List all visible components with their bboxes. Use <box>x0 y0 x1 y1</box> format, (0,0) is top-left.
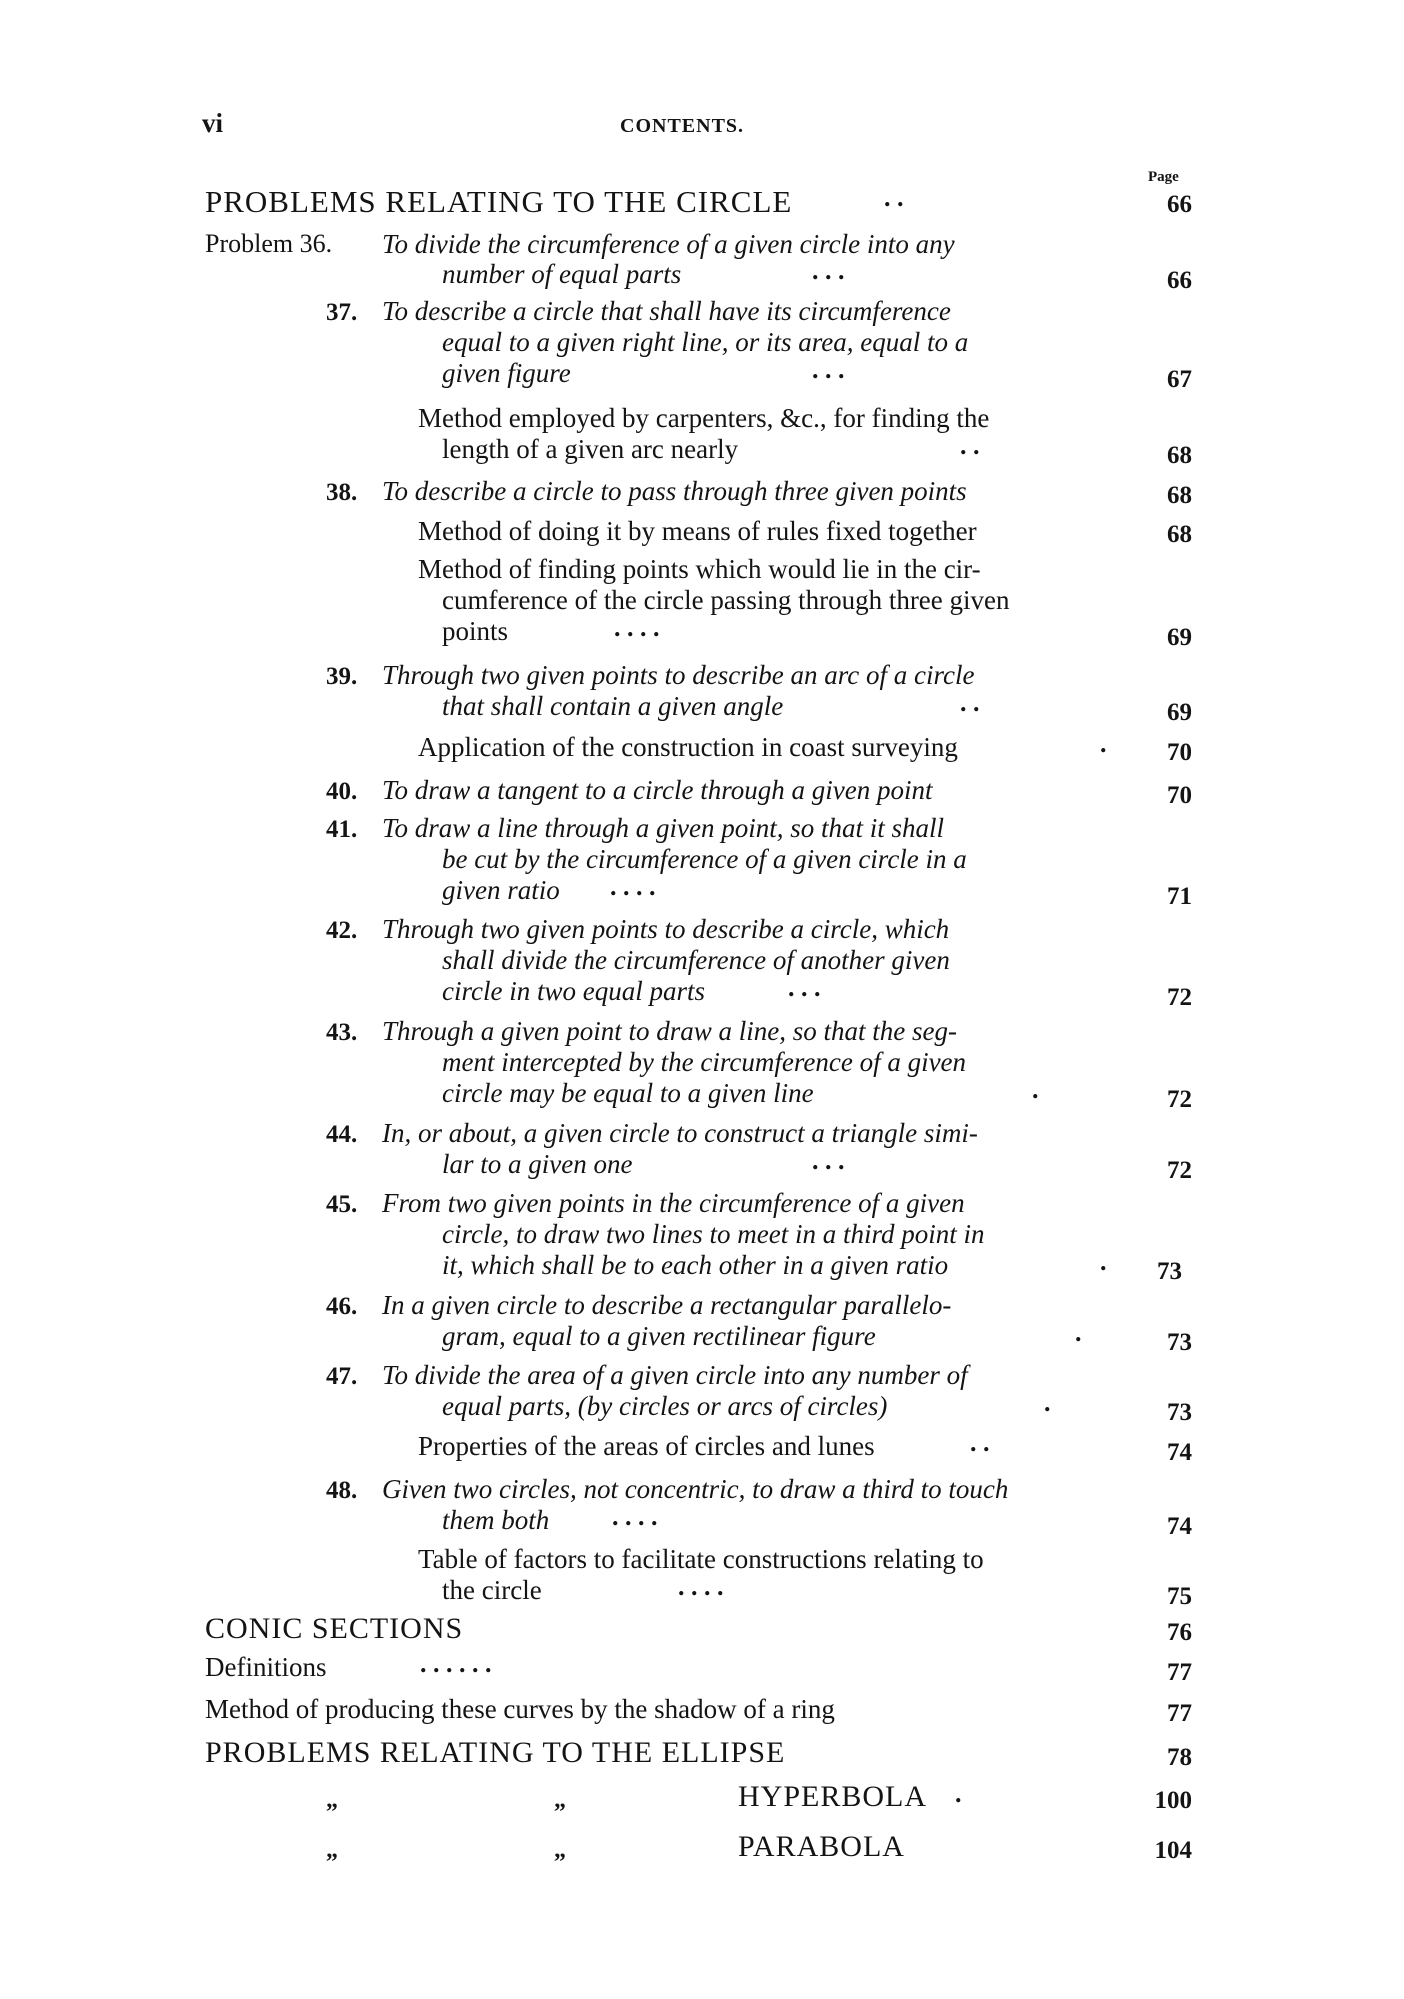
entry-text-line: shall divide the circumference of another given <box>442 945 950 975</box>
entry-text-line: To divide the circumference of a given circle into any <box>382 229 955 259</box>
entry-text-line: them both <box>442 1505 550 1535</box>
entry-text-line: To draw a line through a given point, so that it shall <box>382 813 945 843</box>
problem-label: Problem 36. <box>205 229 333 258</box>
entry-text-line: be cut by the circumference of a given circle in a <box>442 844 967 874</box>
entry-text-line: Method of producing these curves by the shadow of a ring <box>205 1694 835 1724</box>
problem-number: 44. <box>326 1121 358 1148</box>
entry-text-line: Table of factors to facilitate constructions relating to <box>418 1544 984 1574</box>
entry-text-line: To describe a circle that shall have its circumference <box>382 296 951 326</box>
entry-text-line: In a given circle to describe a rectangular parallelo- <box>382 1290 952 1320</box>
entry-text-line: number of equal parts <box>442 259 682 289</box>
leader-dots: . . . . <box>678 1572 724 1601</box>
ditto-mark: „ <box>326 1837 338 1863</box>
section-title: HYPERBOLA <box>738 1780 928 1813</box>
problem-number: 41. <box>326 816 358 843</box>
ditto-mark: „ <box>326 1787 338 1813</box>
leader-dots: . . <box>970 1428 990 1457</box>
page-number: vi <box>202 108 224 138</box>
entry-text-line: circle may be equal to a given line <box>442 1078 814 1108</box>
entry-text-line: From two given points in the circumference of a given <box>382 1188 965 1218</box>
page-ref: 69 <box>1167 624 1192 651</box>
leader-dots: . <box>1075 1318 1082 1347</box>
entry-text-line: circle, to draw two lines to meet in a third point in <box>442 1219 985 1249</box>
page-ref: 78 <box>1167 1744 1192 1771</box>
problem-number: 48. <box>326 1477 358 1504</box>
page-ref: 68 <box>1167 521 1192 548</box>
section-title: PROBLEMS RELATING TO THE ELLIPSE <box>205 1736 786 1769</box>
entry-text-line: the circle <box>442 1575 542 1605</box>
page-column-label: Page <box>1148 169 1179 185</box>
leader-dots: . <box>1032 1075 1039 1104</box>
page-ref: 100 <box>1154 1787 1192 1814</box>
page-ref: 74 <box>1167 1513 1192 1540</box>
entry-text-line: gram, equal to a given rectilinear figure <box>442 1321 876 1351</box>
entry-text-line: equal to a given right line, or its area, equal to a <box>442 327 969 357</box>
problem-number: 46. <box>326 1293 358 1320</box>
section-title: PARABOLA <box>738 1830 905 1863</box>
page-ref: 72 <box>1167 1157 1192 1184</box>
entry-text-line: Application of the construction in coast surveying <box>418 732 958 762</box>
page-ref: 104 <box>1154 1837 1192 1864</box>
leader-dots: . . . <box>812 1146 845 1175</box>
entry-text-line: Given two circles, not concentric, to draw a third to touch <box>382 1474 1009 1504</box>
problem-number: 45. <box>326 1191 358 1218</box>
page-ref: 72 <box>1167 1086 1192 1113</box>
entry-text-line: Through two given points to describe an arc of a circle <box>382 660 975 690</box>
entry-text-line: To divide the area of a given circle into any number of <box>382 1360 968 1390</box>
page-ref: 74 <box>1167 1439 1192 1466</box>
entry-text-line: Method employed by carpenters, &c., for finding the <box>418 403 990 433</box>
page-ref: 73 <box>1167 1399 1192 1426</box>
leader-dots: . <box>1100 1247 1107 1276</box>
leader-dots: . . . . <box>610 872 656 901</box>
leader-dots: . . . . <box>614 613 660 642</box>
entry-text-line: To describe a circle to pass through three given points <box>382 476 967 506</box>
page-ref: 72 <box>1167 984 1192 1011</box>
entry-text-line: ment intercepted by the circumference of a given <box>442 1047 967 1077</box>
page-ref: 66 <box>1167 191 1192 218</box>
entry-text-line: circle in two equal parts <box>442 976 705 1006</box>
leader-dots: . . . . . . <box>420 1649 492 1678</box>
problem-number: 47. <box>326 1363 358 1390</box>
entry-text-line: given ratio <box>442 875 560 905</box>
ditto-mark: „ <box>554 1837 566 1863</box>
leader-dots: . <box>955 1779 962 1808</box>
page-ref: 76 <box>1167 1619 1192 1646</box>
leader-dots: . . <box>884 183 904 212</box>
page-ref: 67 <box>1167 366 1192 393</box>
entry-text-line: cumference of the circle passing through three given <box>442 585 1010 615</box>
leader-dots: . <box>1044 1388 1051 1417</box>
entry-text-line: given figure <box>442 358 571 388</box>
leader-dots: . . . <box>812 355 845 384</box>
page-ref: 70 <box>1167 739 1192 766</box>
problem-number: 40. <box>326 778 358 805</box>
leader-dots: . . . <box>788 973 821 1002</box>
entry-text-line: points <box>442 616 509 646</box>
page-ref: 71 <box>1167 883 1192 910</box>
problem-number: 37. <box>326 299 358 326</box>
section-title: CONIC SECTIONS <box>205 1612 464 1645</box>
entry-text-line: lar to a given one <box>442 1149 633 1179</box>
entry-text-line: Method of doing it by means of rules fixed together <box>418 516 977 546</box>
entry-text-line: In, or about, a given circle to construct a triangle simi- <box>382 1118 978 1148</box>
entry-text-line: Properties of the areas of circles and lunes <box>418 1431 875 1461</box>
page-ref: 68 <box>1167 442 1192 469</box>
page-ref: 73 <box>1157 1258 1182 1285</box>
page-ref: 75 <box>1167 1583 1192 1610</box>
entry-text-line: Through two given points to describe a circle, which <box>382 914 950 944</box>
section-title: PROBLEMS RELATING TO THE CIRCLE <box>205 184 793 219</box>
page-ref: 66 <box>1167 267 1192 294</box>
entry-text-line: it, which shall be to each other in a given ratio <box>442 1250 949 1280</box>
page-ref: 68 <box>1167 482 1192 509</box>
entry-text-line: Definitions <box>205 1652 327 1682</box>
entry-text-line: To draw a tangent to a circle through a given point <box>382 775 933 805</box>
page-ref: 70 <box>1167 782 1192 809</box>
leader-dots: . <box>1100 729 1107 758</box>
entry-text-line: that shall contain a given angle <box>442 691 784 721</box>
problem-number: 39. <box>326 663 358 690</box>
leader-dots: . . <box>960 688 980 717</box>
entry-text-line: Method of finding points which would lie in the cir- <box>418 554 981 584</box>
ditto-mark: „ <box>554 1787 566 1813</box>
leader-dots: . . . . <box>612 1502 658 1531</box>
page-ref: 69 <box>1167 699 1192 726</box>
running-title: CONTENTS. <box>620 115 745 137</box>
entry-text-line: Through a given point to draw a line, so that the seg- <box>382 1016 957 1046</box>
leader-dots: . . <box>960 431 980 460</box>
page-ref: 73 <box>1167 1329 1192 1356</box>
leader-dots: . . . <box>812 256 845 285</box>
problem-number: 38. <box>326 479 358 506</box>
problem-number: 43. <box>326 1019 358 1046</box>
problem-number: 42. <box>326 917 358 944</box>
page-ref: 77 <box>1167 1659 1192 1686</box>
entry-text-line: length of a given arc nearly <box>442 434 739 464</box>
page-ref: 77 <box>1167 1700 1192 1727</box>
entry-text-line: equal parts, (by circles or arcs of circles) <box>442 1391 888 1421</box>
